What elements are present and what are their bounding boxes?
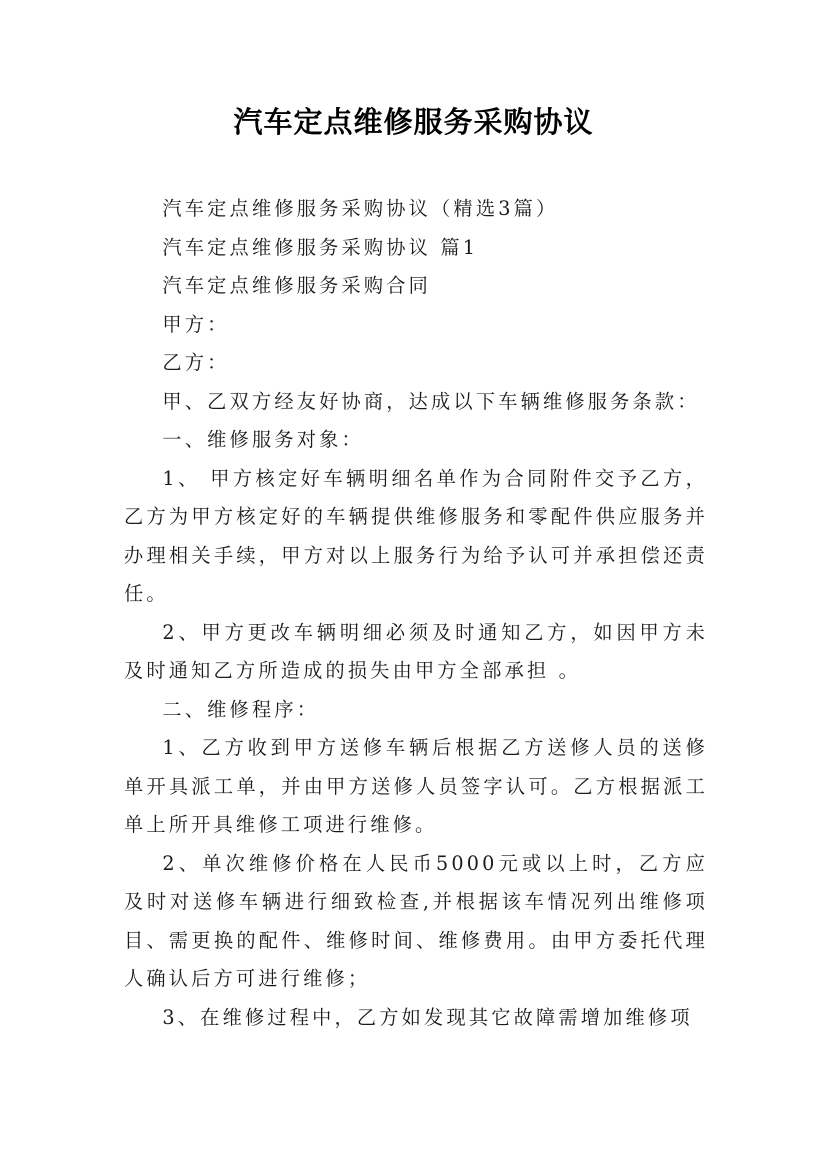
clause-2-2: 2、单次维修价格在人民币5000元或以上时，乙方应及时对送修车辆进行细致检查,并根据该车情况列出维修项目、需更换的配件、维修时间、维修费用。由甲方委托代理人确认后方可进行维修；: [124, 851, 708, 990]
paragraph-subtitle: 汽车定点维修服务采购协议（精选3篇）: [162, 197, 559, 220]
paragraph-article-heading: 汽车定点维修服务采购协议 篇1: [162, 235, 479, 259]
clause-1-1: 1、 甲方核定好车辆明细名单作为合同附件交予乙方，乙方为甲方核定好的车辆提供维修服务和零配件供应服务并办理相关手续，甲方对以上服务行为给予认可并承担偿还责任。: [124, 466, 708, 605]
paragraph-party-a: 甲方：: [162, 312, 230, 336]
paragraph-party-b: 乙方：: [162, 351, 230, 374]
section-heading-service-scope: 一、维修服务对象：: [162, 428, 364, 451]
section-heading-procedure: 二、维修程序：: [162, 697, 320, 721]
paragraph-agreement-intro: 甲、乙双方经友好协商，达成以下车辆维修服务条款：: [162, 389, 700, 413]
clause-2-3: 3、在维修过程中，乙方如发现其它故障需增加维修项: [162, 1005, 693, 1029]
clause-1-2: 2、甲方更改车辆明细必须及时通知乙方，如因甲方未及时通知乙方所造成的损失由甲方全部承担 。: [124, 620, 708, 682]
document-body: [124, 190, 708, 1037]
document-title: 汽车定点维修服务采购协议: [233, 105, 594, 139]
paragraph-contract-title: 汽车定点维修服务采购合同: [162, 274, 432, 297]
clause-2-1: 1、乙方收到甲方送修车辆后根据乙方送修人员的送修单开具派工单，并由甲方送修人员签字认可。乙方根据派工单上所开具维修工项进行维修。: [124, 736, 708, 836]
